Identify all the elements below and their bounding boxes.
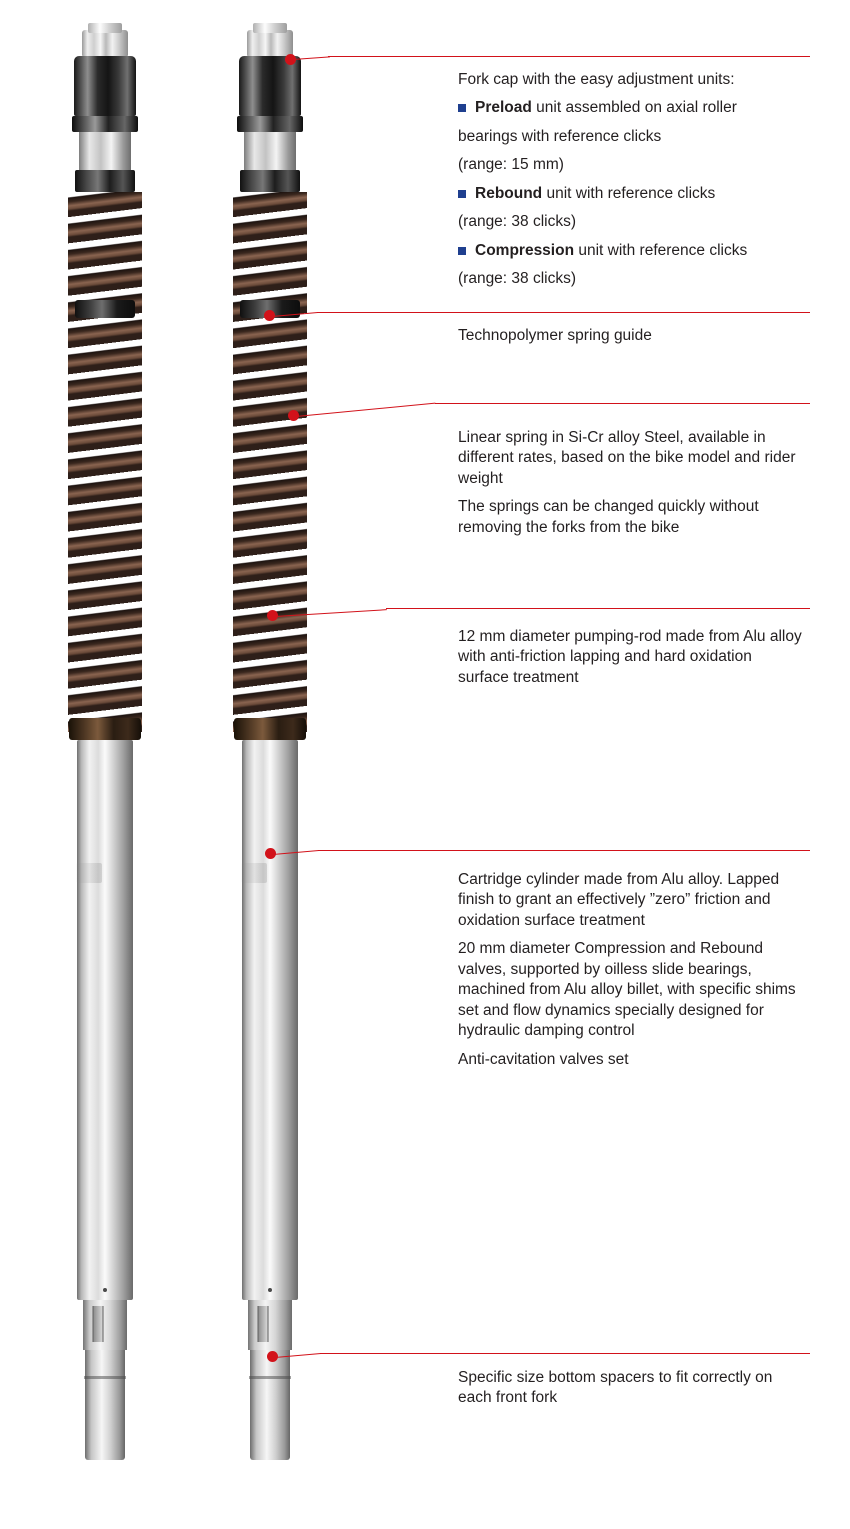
preload-text: unit assembled on axial roller [531, 99, 737, 117]
fork-assembly-left [50, 0, 160, 1500]
callout-leader-fork-cap [328, 56, 810, 57]
fork-cap-collar-left [79, 132, 131, 170]
callout-bottom-spacers [458, 1368, 804, 1409]
bottom-spacer-step-left [83, 1300, 127, 1350]
spring-seat-left [69, 718, 141, 740]
callout-fork-cap [458, 70, 804, 290]
preload-label: Preload [475, 99, 532, 117]
pumping-rod-text: 12 mm diameter pumping-rod made from Alu alloy with anti-friction lapping and hard oxidation surface treatment [458, 628, 802, 686]
cartridge-text-3: Anti-cavitation valves set [458, 1050, 629, 1068]
bottom-spacer-ring-right [249, 1376, 291, 1379]
fork-cap-ring-left [72, 116, 138, 132]
adjuster-screw-right [247, 30, 293, 56]
fork-cap-lower-left [75, 170, 135, 192]
fork-cap-heading: Fork cap with the easy adjustment units: [458, 71, 735, 88]
fork-cap-bullet-rebound [458, 184, 804, 204]
fork-assembly-right [215, 0, 325, 1500]
rebound-range: (range: 38 clicks) [458, 213, 577, 231]
adjuster-screw-left [82, 30, 128, 56]
fork-cap-collar-right [244, 132, 296, 170]
callout-leader-spring [435, 403, 810, 404]
callout-cartridge-cylinder [458, 870, 804, 1070]
fork-cap-left [74, 56, 136, 116]
spring-guide-left [75, 300, 135, 318]
fork-cap-right [239, 56, 301, 116]
preload-range: (range: 15 mm) [458, 156, 564, 174]
cartridge-cylinder-right [242, 740, 298, 1300]
rebound-text: unit with reference clicks [542, 184, 716, 202]
fork-cap-ring-right [237, 116, 303, 132]
fork-cap-bullet-preload [458, 98, 804, 118]
spring-seat-right [234, 718, 306, 740]
compression-label: Compression [475, 241, 575, 259]
compression-range: (range: 38 clicks) [458, 270, 577, 288]
coil-spring-left [68, 192, 142, 732]
fork-cap-lower-right [240, 170, 300, 192]
callout-pumping-rod [458, 627, 804, 688]
bottom-spacer-ring-left [84, 1376, 126, 1379]
cartridge-cylinder-left [77, 740, 133, 1300]
cylinder-port-right [268, 1288, 272, 1292]
spring-text-2: The springs can be changed quickly without removing the forks from the bike [458, 498, 759, 536]
callout-spring [458, 428, 804, 538]
spring-text-1: Linear spring in Si-Cr alloy Steel, available in different rates, based on the bike model and rider weight [458, 429, 796, 487]
bottom-spacer-right [250, 1350, 290, 1460]
cartridge-text-2: 20 mm diameter Compression and Rebound valves, supported by oilless slide bearings, machined from Alu alloy billet, with specific shims set and flow dynamics specially designed for hydraulic damping control [458, 940, 796, 1040]
bottom-spacer-step-right [248, 1300, 292, 1350]
cylinder-marking-right [241, 863, 267, 883]
preload-continuation: bearings with reference clicks [458, 127, 662, 145]
callout-leader-pumping-rod [386, 608, 810, 609]
spring-guide-text: Technopolymer spring guide [458, 327, 652, 344]
callout-spring-guide [458, 326, 804, 346]
cylinder-port-left [103, 1288, 107, 1292]
cylinder-marking-left [76, 863, 102, 883]
bottom-spacer-slot-right [258, 1306, 269, 1342]
bottom-spacers-text: Specific size bottom spacers to fit correctly on each front fork [458, 1369, 773, 1407]
rebound-label: Rebound [475, 184, 543, 202]
compression-text: unit with reference clicks [574, 241, 748, 259]
callout-leader-bottom-spacers [320, 1353, 810, 1354]
bottom-spacer-left [85, 1350, 125, 1460]
fork-cap-bullet-compression [458, 241, 804, 261]
callout-leader-cartridge-cylinder [318, 850, 810, 851]
cartridge-text-1: Cartridge cylinder made from Alu alloy. Lapped finish to grant an effectively ”zero” friction and oxidation surface treatment [458, 871, 780, 929]
bottom-spacer-slot-left [93, 1306, 104, 1342]
callout-leader-spring-guide [317, 312, 810, 313]
coil-spring-right [233, 192, 307, 732]
